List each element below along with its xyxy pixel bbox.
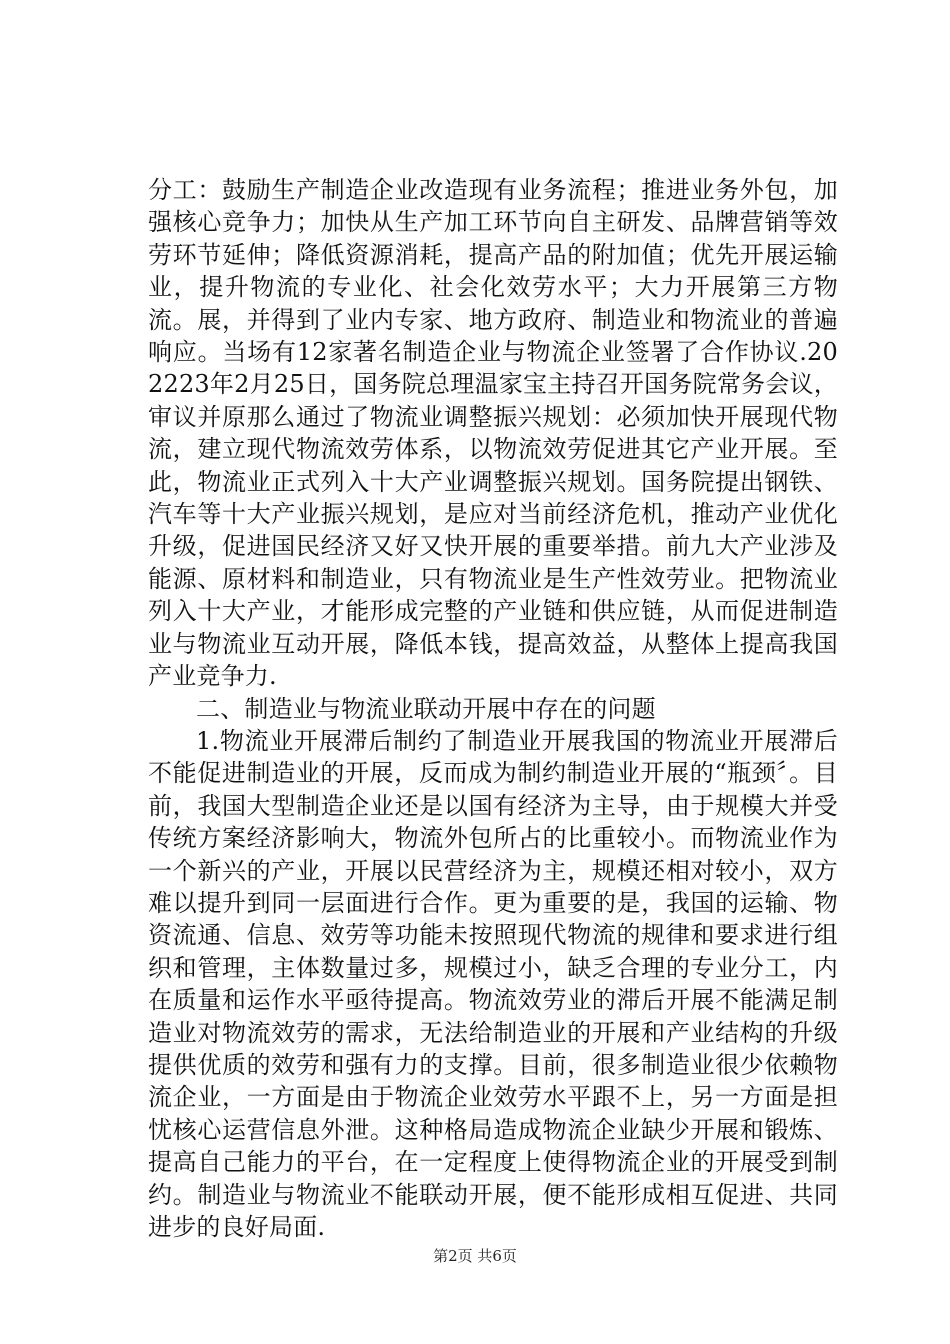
section-heading: 二、制造业与物流业联动开展中存在的问题: [196, 694, 656, 723]
paragraph-point-1: 1.物流业开展滞后制约了制造业开展我国的物流业开展滞后不能促进制造业的开展，反而成为制约制造业开展的“瓶颈〞。目前，我国大型制造企业还是以国有经济为主导，由于规模大并受传统方案经济影响大，物流外包所占的比重较小。而物流业作为一个新兴的产业，开展以民营经济为主，规模还相对较小，双方难以提升到同一层面进行合作。更为重要的是，我国的运输、物资流通、信息、效劳等功能未按照现代物流的规律和要求进行组织和管理，主体数量过多，规模过小，缺乏合理的专业分工，内在质量和运作水平亟待提高。物流效劳业的滞后开展不能满足制造业对物流效劳的需求，无法给制造业的开展和产业结构的升级提供优质的效劳和强有力的支撑。目前，很多制造业很少依赖物流企业，一方面是由于物流企业效劳水平跟不上，另一方面是担忧核心运营信息外泄。这种格局造成物流企业缺少开展和锻炼、提高自己能力的平台，在一定程度上使得物流企业的开展受到制约。制造业与物流业不能联动开展，便不能形成相互促进、共同进步的良好局面.: [148, 726, 838, 1241]
document-body: [148, 174, 838, 1243]
page-footer: 第2页 共6页: [433, 1247, 517, 1265]
paragraph-continuation: 分工：鼓励生产制造企业改造现有业务流程；推进业务外包，加强核心竞争力；加快从生产加工环节向自主研发、品牌营销等效劳环节延伸；降低资源消耗，提高产品的附加值；优先开展运输业，提升物流的专业化、社会化效劳水平；大力开展第三方物流。展，并得到了业内专家、地方政府、制造业和物流业的普遍响应。当场有12家著名制造企业与物流企业签署了合作协议.202223年2月25日，国务院总理温家宝主持召开国务院常务会议，审议并原那么通过了物流业调整振兴规划：必须加快开展现代物流，建立现代物流效劳体系，以物流效劳促进其它产业开展。至此，物流业正式列入十大产业调整振兴规划。国务院提出钢铁、汽车等十大产业振兴规划，是应对当前经济危机，推动产业优化升级，促进国民经济又好又快开展的重要举措。前九大产业涉及能源、原材料和制造业，只有物流业是生产性效劳业。把物流业列入十大产业，才能形成完整的产业链和供应链，从而促进制造业与物流业互动开展，降低本钱，提高效益，从整体上提高我国产业竞争力.: [148, 176, 838, 691]
